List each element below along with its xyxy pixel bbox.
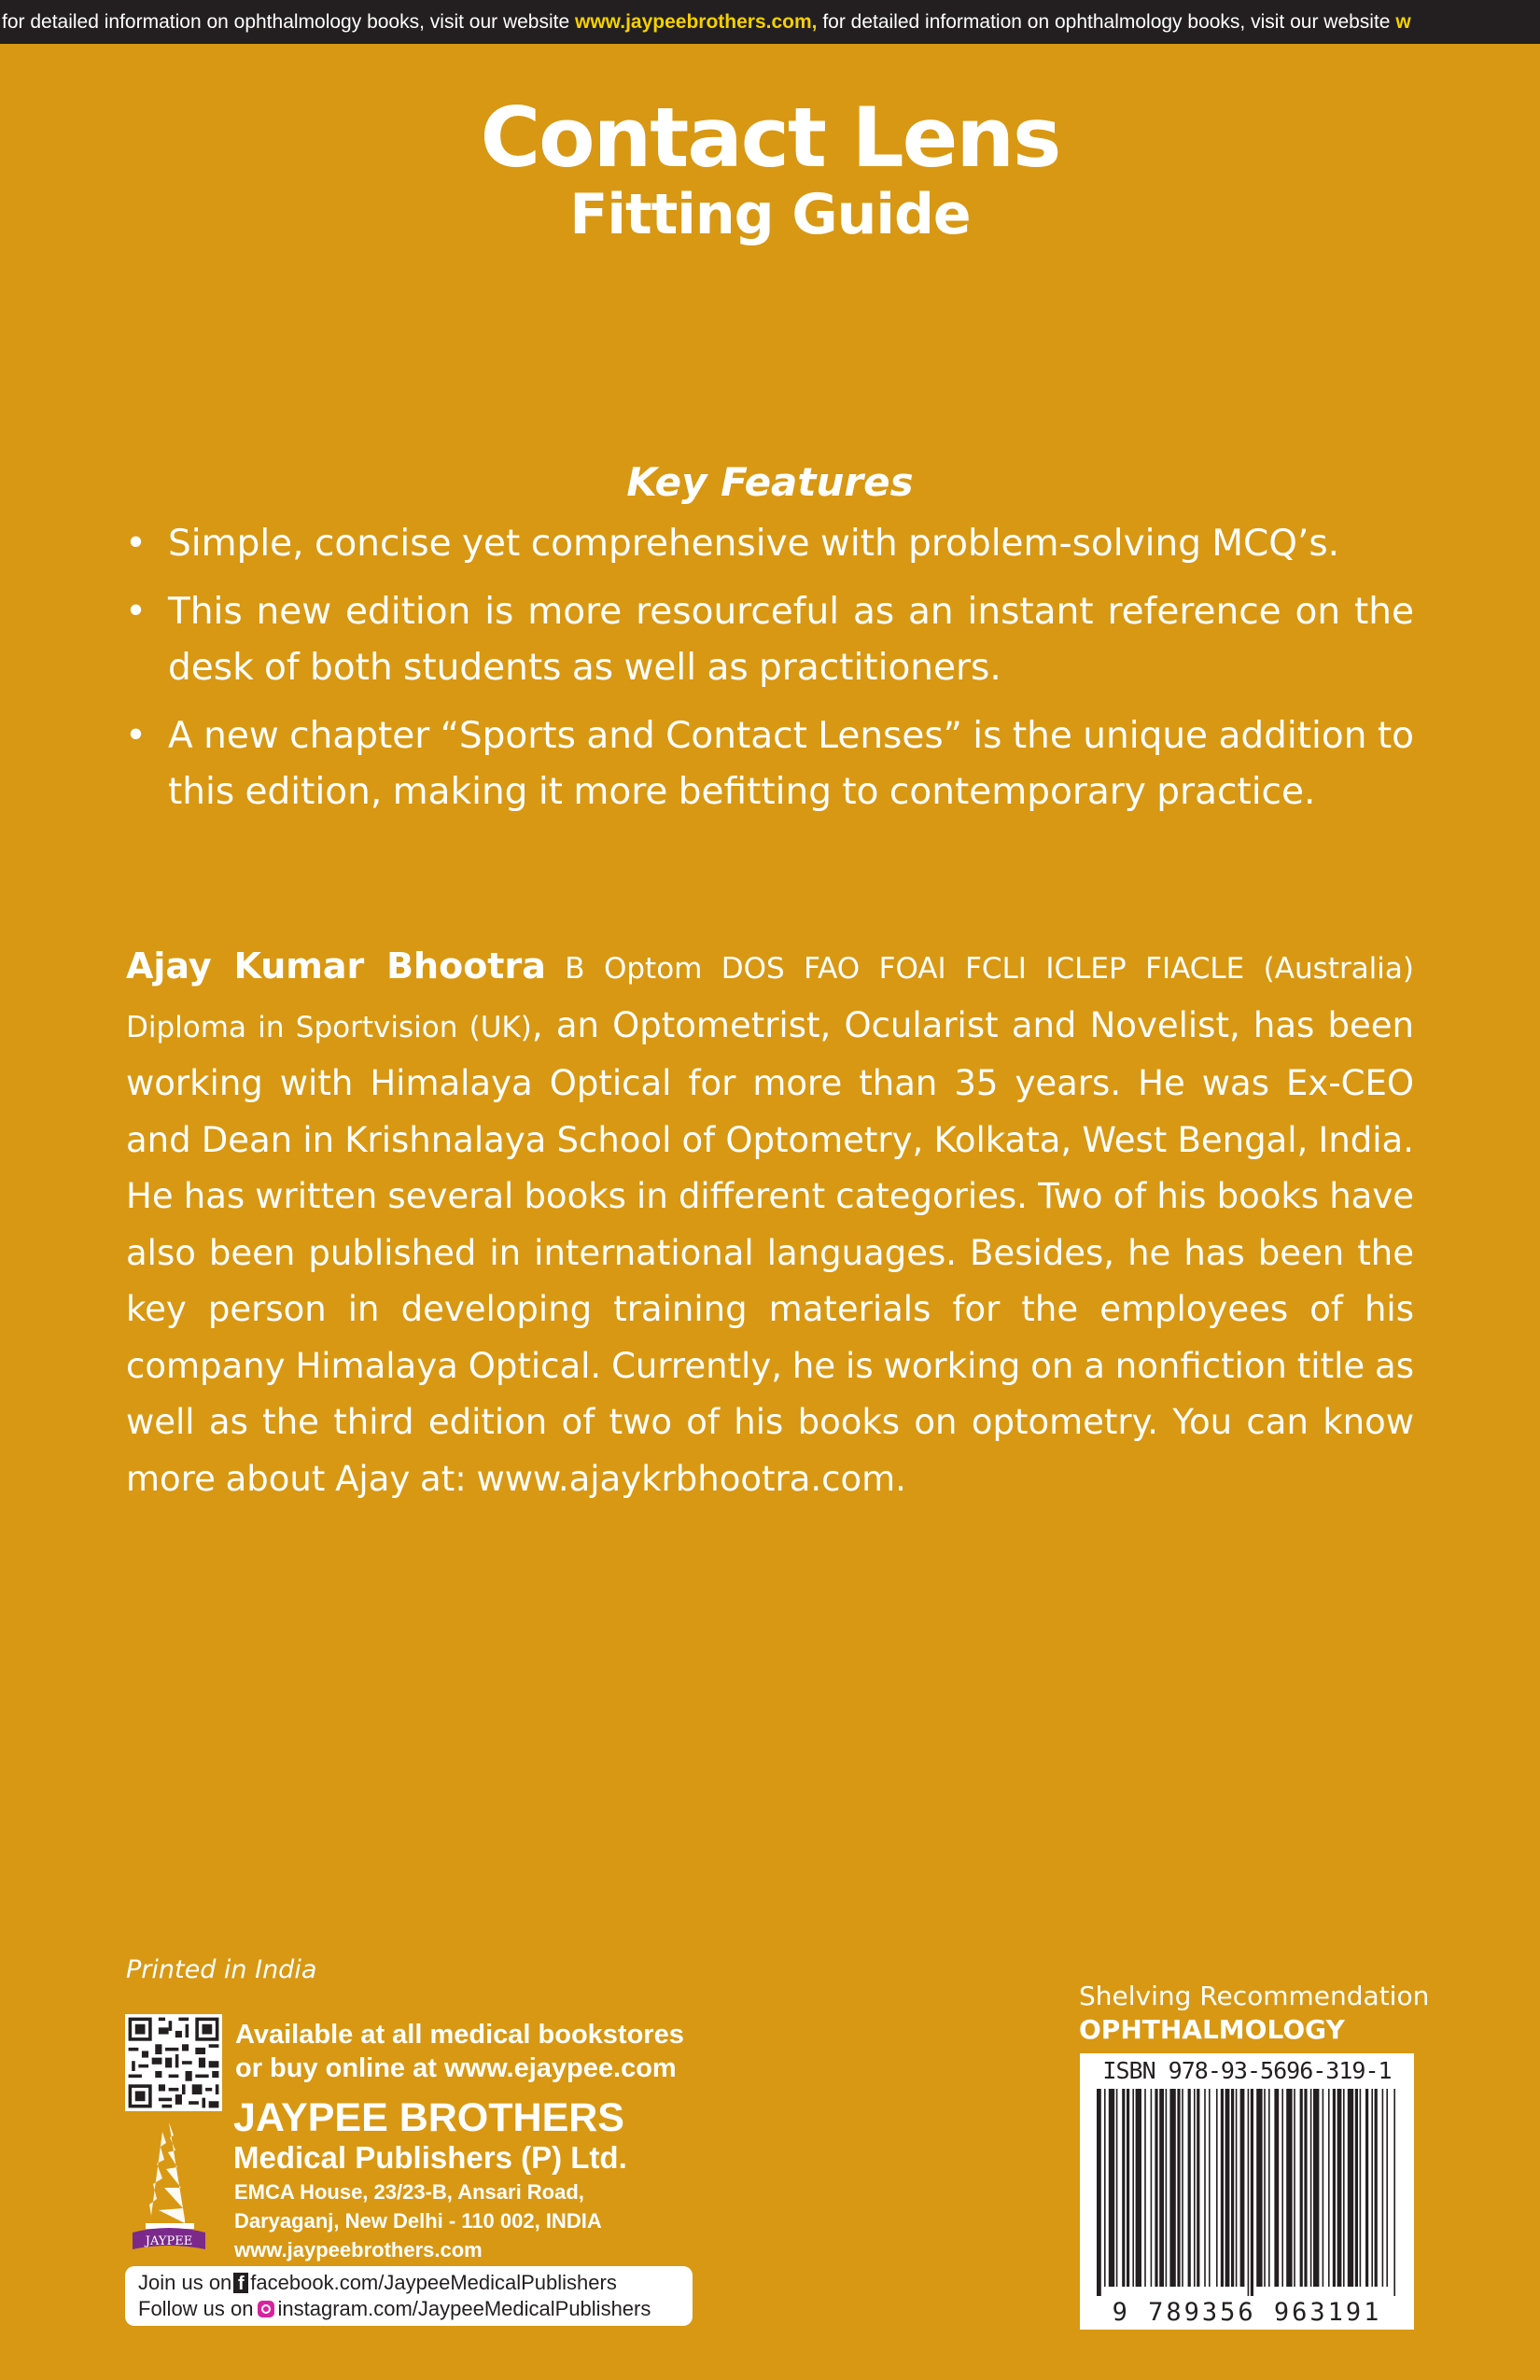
instagram-row	[138, 2296, 693, 2322]
availability-info	[235, 2018, 684, 2085]
publisher-subtitle: Medical Publishers (P) Ltd.	[233, 2140, 627, 2175]
barcode-digits: 9 789356 963191	[1112, 2298, 1382, 2327]
banner-repeat: for detailed information on ophthalmology books, visit our website	[817, 11, 1396, 33]
qr-code-icon[interactable]	[125, 2014, 222, 2111]
top-banner-text	[0, 0, 1411, 44]
publisher-website-link[interactable]: www.jaypeebrothers.com	[234, 2238, 483, 2261]
feature-text: This new edition is more resourceful as an instant reference on the desk of both students as well as practitioners.	[168, 591, 1414, 689]
banner-prefix: for detailed information on ophthalmology books, visit our website	[2, 11, 576, 33]
author-name: Ajay Kumar Bhootra	[126, 945, 546, 987]
instagram-icon	[258, 2301, 274, 2317]
key-features-heading: Key Features	[626, 459, 914, 505]
shelving-value: OPHTHALMOLOGY	[1079, 2014, 1345, 2045]
jaypee-logo-icon	[125, 2119, 213, 2255]
banner-website-link[interactable]: www.jaypeebrothers.com,	[575, 11, 818, 33]
feature-text: A new chapter “Sports and Contact Lenses” is the unique addition to this edition, making it more befitting to contemporary practice.	[168, 715, 1414, 813]
feature-text: Simple, concise yet comprehensive with problem-solving MCQ’s.	[168, 523, 1340, 565]
publisher-address	[234, 2177, 602, 2264]
social-links-box	[125, 2266, 693, 2326]
banner-website-tail: w	[1395, 11, 1411, 33]
barcode-icon	[1097, 2089, 1397, 2296]
address-line-2: Daryaganj, New Delhi - 110 002, INDIA	[234, 2209, 602, 2233]
bullet-icon: •	[125, 715, 147, 757]
isbn-barcode	[1080, 2053, 1414, 2330]
isbn-text: ISBN 978-93-5696-319-1	[1102, 2057, 1392, 2084]
author-bio	[126, 938, 1414, 1507]
availability-link[interactable]: or buy online at www.ejaypee.com	[235, 2053, 677, 2083]
top-banner	[0, 0, 1540, 44]
logo-wordmark: JAYPEE	[145, 2234, 193, 2248]
publisher-name: JAYPEE BROTHERS	[233, 2095, 624, 2140]
feature-item	[121, 584, 1414, 696]
facebook-row	[138, 2270, 693, 2296]
follow-label: Follow us on	[138, 2297, 254, 2320]
book-subtitle: Fitting Guide	[569, 182, 971, 247]
shelving-label: Shelving Recommendation	[1079, 1981, 1430, 2011]
book-title: Contact Lens	[480, 90, 1060, 186]
bullet-icon: •	[125, 523, 147, 565]
feature-item	[121, 708, 1414, 820]
availability-line-1: Available at all medical bookstores	[235, 2020, 684, 2050]
facebook-icon: f	[233, 2273, 248, 2293]
facebook-link[interactable]: facebook.com/JaypeeMedicalPublishers	[250, 2271, 617, 2294]
bullet-icon: •	[125, 591, 147, 633]
feature-item	[121, 516, 1414, 572]
instagram-link[interactable]: instagram.com/JaypeeMedicalPublishers	[277, 2297, 651, 2320]
address-line-1: EMCA House, 23/23-B, Ansari Road,	[234, 2180, 584, 2204]
printed-in-india: Printed in India	[126, 1955, 317, 1984]
key-features-list	[121, 516, 1414, 833]
author-qualifications: B Optom DOS FAO FOAI FCLI ICLEP FIACLE (Australia) Diploma in Sportvision (UK)	[126, 952, 1414, 1044]
author-bio-text: , an Optometrist, Ocularist and Novelist, has been working with Himalaya Optical for more than 35 years. He was Ex-CEO and Dean in Krishnalaya School of Optometry, Kolkata, West Bengal, India. He has written several books in different categories. Two of his books have also been published in international languages. Besides, he has been the key person in developing training materials for the employees of his company Himalaya Optical. Currently, he is working on a nonfiction title as well as the third edition of two of his books on optometry. You can know more about Ajay at: www.ajaykrbhootra.com.	[126, 1004, 1414, 1499]
join-label: Join us on	[138, 2271, 232, 2294]
